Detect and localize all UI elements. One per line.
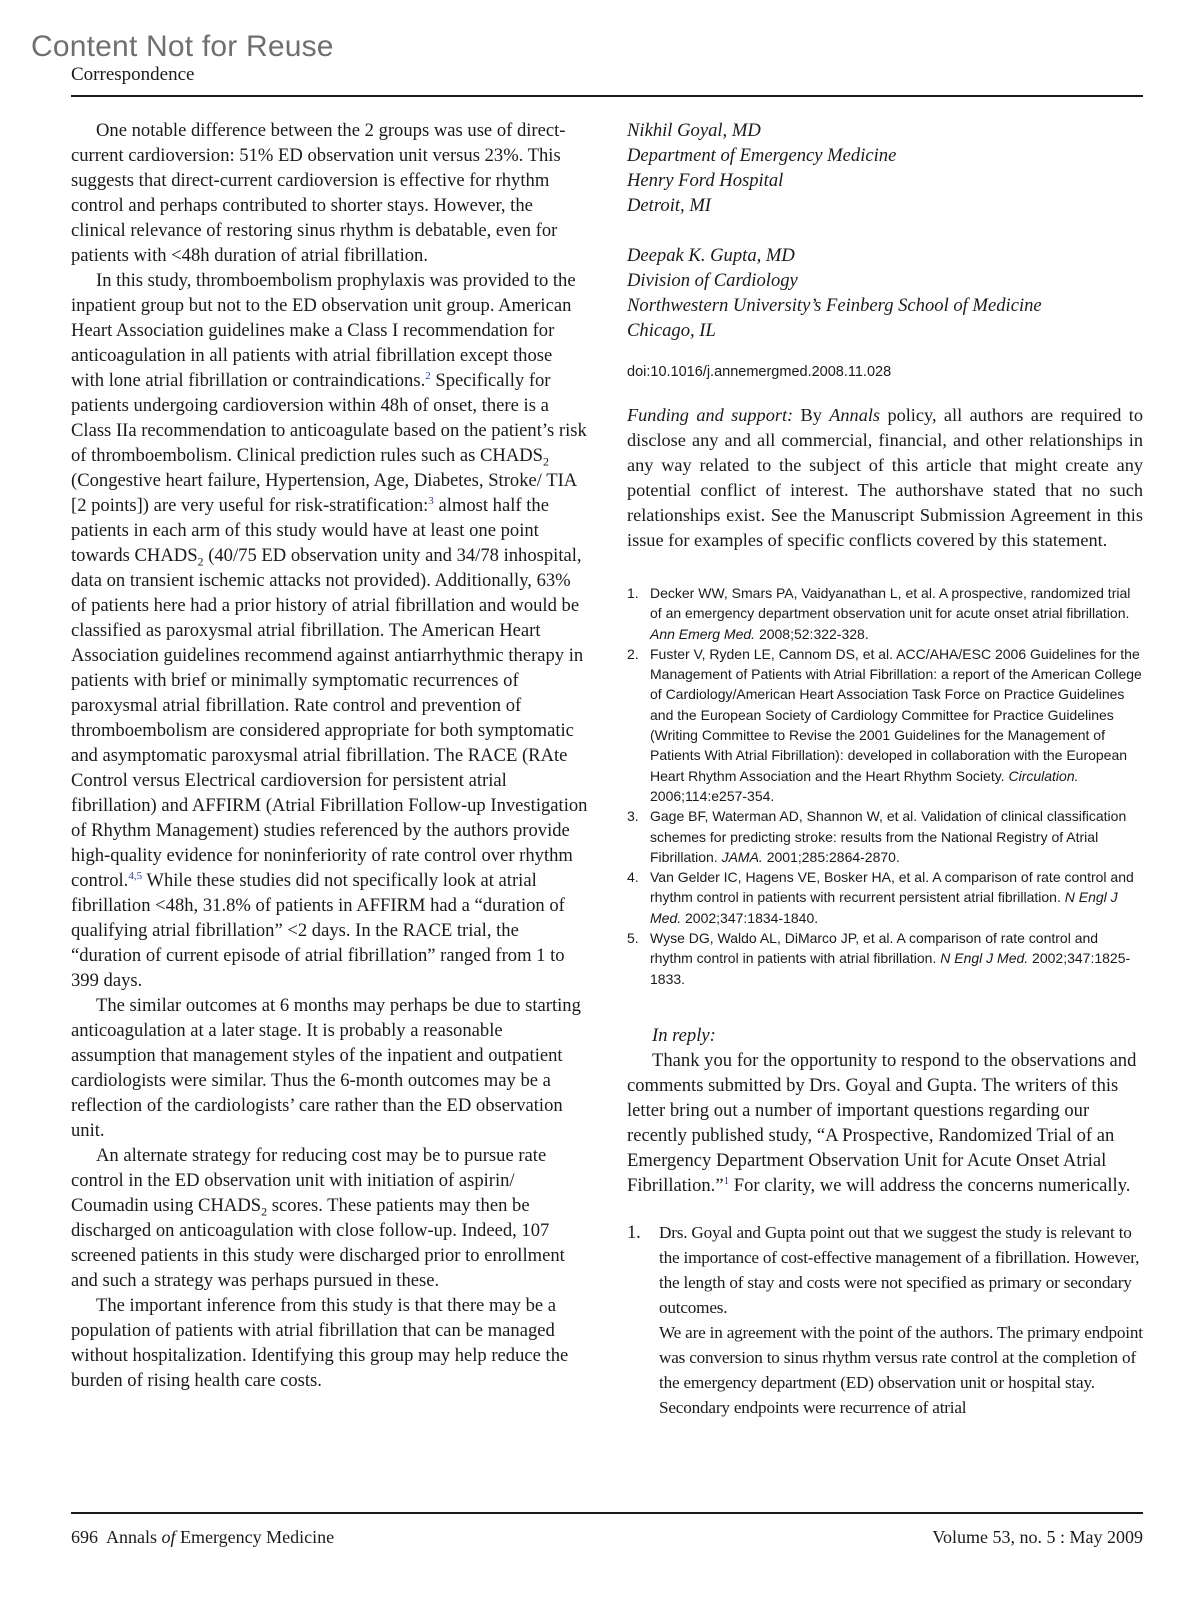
author-location: Chicago, IL [627,320,716,341]
author-name: Deepak K. Gupta, MD [627,245,795,266]
header-rule [71,95,1143,97]
footer-journal: 696 Annals of Emergency Medicine [71,1527,335,1547]
reference-list [627,583,1143,989]
right-column [627,118,1143,1420]
point-number: 1. [627,1221,641,1243]
funding-statement: Funding and support: By Annals policy, all authors are required to disclose any and all commercial, financial, and other relationships in any way related to the subject of this article that might create any potential conflict of interest. The authorshave stated that no such relationships exist. See the Manuscript Submission Agreement in this issue for examples of specific conflicts covered by this statement. [627,405,1143,550]
author-institution: Henry Ford Hospital [627,170,784,191]
reference-item: 2. Fuster V, Ryden LE, Cannom DS, et al. ACC/AHA/ESC 2006 Guidelines for the Management of Patients with Atrial Fibrillation: a report of the American College of Cardiology/American Heart Association Task Force on Practice Guidelines and the European Society of Cardiology Committee for Practice Guidelines (Writing Committee to Revise the 2001 Guidelines for the Management of Patients With Atrial Fibrillation): developed in collaboration with the European Heart Rhythm Association and the Heart Rhythm Society. Circulation. 2006;114:e257-354. [627,645,1142,804]
citation[interactable]: 1 [723,1174,730,1187]
point-text: Drs. Goyal and Gupta point out that we suggest the study is relevant to the importance of cost-effective management of a fibrillation. However, the length of stay and costs were not specified as primary or secondary outcomes. [659,1222,1140,1317]
citation[interactable]: 4,5 [128,869,143,882]
author-block [627,118,1143,218]
point-text: We are in agreement with the point of the authors. The primary endpoint was conversion to sinus rhythm versus rate control at the completion of the emergency department (ED) observation unit or hospital stay. Secondary endpoints were recurrence of atrial [659,1322,1143,1417]
page-number: 696 [71,1527,98,1547]
reference-item: 5. Wyse DG, Waldo AL, DiMarco JP, et al. A comparison of rate control and rhythm control in patients with atrial fibrillation. N Engl J Med. 2002;347:1825-1833. [627,930,1131,987]
citation[interactable]: 3 [428,494,434,507]
reference-item: 1. Decker WW, Smars PA, Vaidyanathan L, et al. A prospective, randomized trial of an emergency department observation unit for acute onset atrial fibrillation. Ann Emerg Med. 2008;52:322-328. [627,585,1131,642]
author-block [627,243,1143,343]
doi[interactable]: doi:10.1016/j.annemergmed.2008.11.028 [627,364,892,380]
reference-item: 4. Van Gelder IC, Hagens VE, Bosker HA, et al. A comparison of rate control and rhythm control in patients with recurrent persistent atrial fibrillation. N Engl J Med. 2002;347:1834-1840. [627,869,1134,926]
paragraph: In this study, thromboembolism prophylaxis was provided to the inpatient group but not to the ED observation unit group. American Heart Association guidelines make a Class I recommendation for anticoagulation in all patients with atrial fibrillation except those with lone atrial fibrillation or contraindications.$^2$ Specifically for patients undergoing cardioversion within 48h of onset, there is a Class IIa recommendation to anticoagulate based on the patient’s risk of thromboembolism. Clinical prediction rules such as $CHADS_2$ (Congestive heart failure, Hypertension, Age, Diabetes, Stroke/ TIA [2 points]) are very useful for risk-stratification:$^3$ almost half the patients in each arm of this study would have at least one point towards $CHADS_2$ (40/75 ED observation unity and 34/78 inhospital, data on transient ischemic attacks not provided). Additionally, 63% of patients here had a prior history of atrial fibrillation and would be classified as paroxysmal atrial fibrillation. The American Heart Association guidelines recommend against antiarrhythmic therapy in patients with brief or minimally symptomatic recurrences of paroxysmal atrial fibrillation. Rate control and prevention of thromboembolism are considered appropriate for both symptomatic and asymptomatic paroxysmal atrial fibrillation. The RACE (RAte Control versus Electrical cardioversion for persistent atrial fibrillation) and AFFIRM (Atrial Fibrillation Follow-up Investigation of Rhythm Management) studies referenced by the authors provide high-quality evidence for noninferiority of rate control over rhythm control.$^{4,5}$ While these studies did not specifically look at atrial fibrillation <48h, 31.8% of patients in AFFIRM had a “duration of qualifying atrial fibrillation” <2 days. In the RACE trial, the “duration of current episode of atrial fibrillation” ranged from 1 to 399 days. [71,270,588,991]
section-label: Correspondence [71,64,195,85]
footer-rule [71,1512,1143,1514]
footer-issue: Volume 53, no. 5 : May 2009 [932,1527,1143,1547]
reply-point [627,1220,1143,1420]
paragraph: The important inference from this study is that there may be a population of patients with atrial fibrillation that can be managed without hospitalization. Identifying this group may help reduce the burden of rising health care costs. [71,1295,569,1391]
reply-intro: Thank you for the opportunity to respond to the observations and comments submitted by Drs. Goyal and Gupta. The writers of this letter bring out a number of important questions regarding our recently published study, “A Prospective, Randomized Trial of an Emergency Department Observation Unit for Acute Onset Atrial Fibrillation.”$^1$ For clarity, we will address the concerns numerically. [627,1049,1137,1196]
author-dept: Division of Cardiology [627,270,798,291]
author-dept: Department of Emergency Medicine [627,145,897,166]
reference-item: 3. Gage BF, Waterman AD, Shannon W, et al. Validation of clinical classification schemes for predicting stroke: results from the National Registry of Atrial Fibrillation. JAMA. 2001;285:2864-2870. [627,808,1127,865]
left-column [71,118,589,1393]
paragraph: An alternate strategy for reducing cost may be to pursue rate control in the ED observation unit with initiation of aspirin/ Coumadin using $CHADS_2$ scores. These patients may then be discharged on anticoagulation with close follow-up. Indeed, 107 screened patients in this study were discharged prior to enrollment and such a strategy was perhaps pursued in these. [71,1145,565,1291]
watermark: Content Not for Reuse [31,30,334,63]
paragraph: One notable difference between the 2 groups was use of direct-current cardioversion: 51% ED observation unit versus 23%. This suggests that direct-current cardioversion is effective for rhythm control and perhaps contributed to shorter stays. However, the clinical relevance of restoring sinus rhythm is debatable, even for patients with <48h duration of atrial fibrillation. [71,120,566,266]
author-location: Detroit, MI [627,195,711,216]
author-name: Nikhil Goyal, MD [627,120,761,141]
paragraph: The similar outcomes at 6 months may perhaps be due to starting anticoagulation at a later stage. It is probably a reasonable assumption that management styles of the inpatient and outpatient cardiologists were similar. Thus the 6-month outcomes may be a reflection of the cardiologists’ care rather than the ED observation unit. [71,995,581,1141]
author-institution: Northwestern University’s Feinberg School of Medicine [627,295,1042,316]
reply-heading: In reply: [652,1024,716,1046]
citation[interactable]: 2 [425,369,431,382]
